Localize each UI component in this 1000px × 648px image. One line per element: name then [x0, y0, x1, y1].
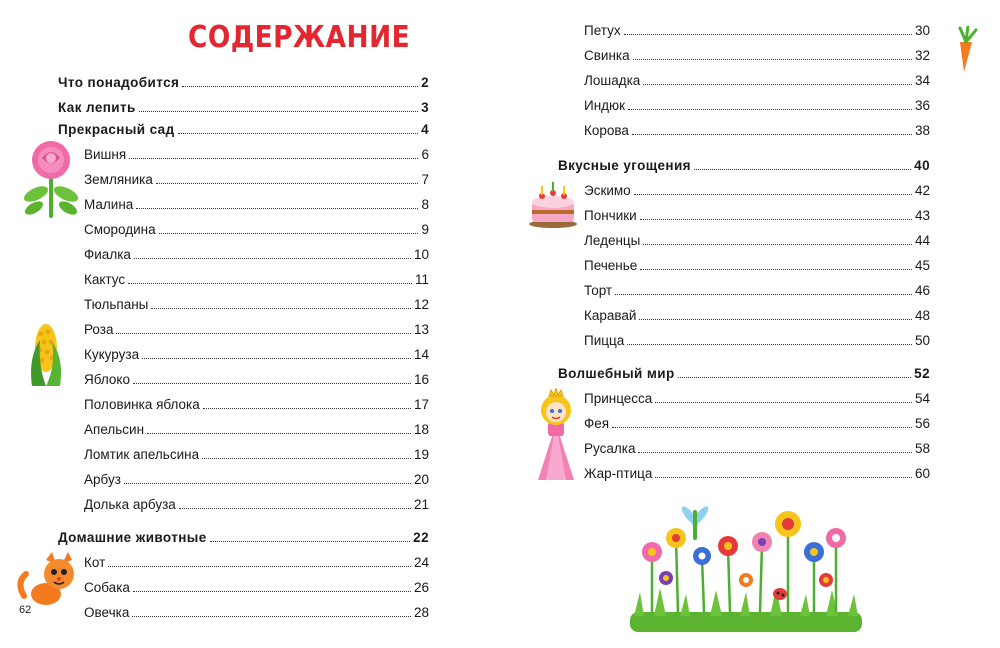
- flower-meadow-icon: [630, 496, 862, 636]
- toc-entry: [58, 469, 429, 491]
- toc-entry-title: Овечка: [84, 605, 130, 620]
- toc-entry-title: Апельсин: [84, 422, 145, 437]
- toc-entry: [558, 463, 930, 485]
- toc-section-entry: [558, 155, 930, 177]
- toc-entry-title: Арбуз: [84, 472, 121, 487]
- dot-leader: [132, 602, 411, 617]
- dot-leader: [643, 230, 912, 245]
- dot-leader: [615, 280, 912, 295]
- toc-entry: [558, 305, 930, 327]
- toc-page-number: 52: [914, 366, 930, 381]
- dot-leader: [678, 363, 912, 378]
- dot-leader: [655, 463, 912, 478]
- toc-entry-title: Яблоко: [84, 372, 130, 387]
- dot-leader: [147, 419, 411, 434]
- toc-entry: [58, 444, 429, 466]
- toc-entry: [58, 419, 429, 441]
- toc-entry-title: Собака: [84, 580, 130, 595]
- dot-leader: [133, 369, 411, 384]
- toc-entry: [558, 388, 930, 410]
- toc-entry-title: Пончики: [584, 208, 637, 223]
- toc-entry: [58, 269, 429, 291]
- toc-entry-title: Земляника: [84, 172, 153, 187]
- dot-leader: [133, 577, 411, 592]
- toc-page-number: 43: [914, 208, 930, 223]
- toc-entry: [58, 344, 429, 366]
- toc-page-number: 40: [914, 158, 930, 173]
- dot-leader: [612, 413, 912, 428]
- dot-leader: [639, 305, 912, 320]
- toc-page-number: 12: [413, 297, 429, 312]
- toc-entry-title: Индюк: [584, 98, 626, 113]
- toc-entry-title: Лошадка: [584, 73, 641, 88]
- dot-leader: [124, 469, 411, 484]
- toc-page-number: 28: [413, 605, 429, 620]
- toc-page-number: 9: [421, 222, 429, 237]
- dot-leader: [203, 394, 411, 409]
- toc-page-number: 11: [414, 272, 429, 287]
- toc-entry: [58, 169, 429, 191]
- toc-entry-title: Прекрасный сад: [58, 122, 175, 137]
- toc-entry-title: Что понадобится: [58, 75, 180, 90]
- toc-entry-title: Фиалка: [84, 247, 131, 262]
- toc-page-number: 8: [421, 197, 429, 212]
- toc-entry: [558, 180, 930, 202]
- toc-entry-title: Половинка яблока: [84, 397, 200, 412]
- rose-icon: [20, 138, 82, 220]
- dot-leader: [134, 244, 411, 259]
- toc-section-entry: [58, 527, 429, 549]
- dot-leader: [210, 527, 411, 542]
- toc-page-number: 14: [413, 347, 429, 362]
- toc-entry: [558, 280, 930, 302]
- toc-entry: [58, 394, 429, 416]
- toc-entry: [558, 255, 930, 277]
- toc-entry: [558, 95, 930, 117]
- toc-page-number: 10: [413, 247, 429, 262]
- carrot-icon: [950, 26, 982, 74]
- dot-leader: [627, 330, 912, 345]
- toc-page-number: 13: [413, 322, 429, 337]
- corn-icon: [26, 322, 66, 388]
- toc-page-number: 20: [413, 472, 429, 487]
- dot-leader: [624, 20, 912, 35]
- toc-page-number: 45: [914, 258, 930, 273]
- toc-entry: [58, 219, 429, 241]
- toc-entry: [58, 369, 429, 391]
- dot-leader: [633, 45, 912, 60]
- dot-leader: [640, 205, 912, 220]
- toc-entry-title: Ломтик апельсина: [84, 447, 200, 462]
- toc-page-number: 19: [413, 447, 429, 462]
- toc-page-number: 3: [421, 100, 429, 115]
- cat-icon: [16, 552, 78, 606]
- toc-entry: [58, 602, 429, 624]
- page-number: 62: [19, 604, 32, 616]
- toc-page-number: 21: [413, 497, 429, 512]
- toc-page-number: 26: [413, 580, 429, 595]
- dot-leader: [179, 494, 411, 509]
- toc-page-number: 30: [914, 23, 930, 38]
- toc-entry-title: Кактус: [84, 272, 126, 287]
- dot-leader: [159, 219, 419, 234]
- toc-entry: [558, 330, 930, 352]
- toc-page-number: 17: [413, 397, 429, 412]
- dot-leader: [129, 144, 418, 159]
- toc-entry: [558, 120, 930, 142]
- toc-entry: [558, 413, 930, 435]
- dot-leader: [632, 120, 912, 135]
- cake-icon: [528, 180, 578, 228]
- dot-leader: [640, 255, 912, 270]
- toc-page-number: 22: [413, 530, 429, 545]
- toc-section-entry: [558, 363, 930, 385]
- toc-entry: [558, 205, 930, 227]
- toc-page-number: 44: [914, 233, 930, 248]
- toc-entry-title: Свинка: [584, 48, 630, 63]
- dot-leader: [128, 269, 412, 284]
- toc-page-number: 7: [421, 172, 429, 187]
- dot-leader: [634, 180, 912, 195]
- toc-page-number: 60: [914, 466, 930, 481]
- toc-entry: [558, 438, 930, 460]
- toc-entry: [558, 70, 930, 92]
- toc-entry-title: Вкусные угощения: [558, 158, 691, 173]
- dot-leader: [139, 97, 418, 112]
- toc-entry: [58, 144, 429, 166]
- dot-leader: [638, 438, 912, 453]
- toc-section-entry: [58, 119, 429, 141]
- toc-entry-title: Пицца: [584, 333, 625, 348]
- toc-entry: [58, 319, 429, 341]
- toc-entry: [58, 577, 429, 599]
- toc-entry-title: Печенье: [584, 258, 638, 273]
- toc-entry-title: Леденцы: [584, 233, 641, 248]
- toc-entry-title: Русалка: [584, 441, 636, 456]
- toc-entry: [58, 552, 429, 574]
- toc-page-number: 16: [413, 372, 429, 387]
- dot-leader: [156, 169, 419, 184]
- toc-entry-title: Принцесса: [584, 391, 653, 406]
- toc-entry-title: Смородина: [84, 222, 156, 237]
- toc-entry-title: Жар-птица: [584, 466, 653, 481]
- toc-page-number: 36: [914, 98, 930, 113]
- dot-leader: [178, 119, 419, 134]
- dot-leader: [694, 155, 911, 170]
- toc-page-number: 56: [914, 416, 930, 431]
- toc-entry-title: Корова: [584, 123, 629, 138]
- toc-page-number: 42: [914, 183, 930, 198]
- toc-page-number: 50: [914, 333, 930, 348]
- toc-page-number: 34: [914, 73, 930, 88]
- toc-entry-title: Кот: [84, 555, 106, 570]
- toc-page-number: 4: [421, 122, 429, 137]
- toc-page-number: 32: [914, 48, 930, 63]
- toc-page-number: 58: [914, 441, 930, 456]
- toc-section-entry: [58, 97, 429, 119]
- toc-entry: [58, 194, 429, 216]
- toc-page-number: 6: [421, 147, 429, 162]
- toc-entry-title: Эскимо: [584, 183, 631, 198]
- princess-icon: [530, 388, 582, 484]
- toc-entry: [58, 294, 429, 316]
- dot-leader: [116, 319, 411, 334]
- toc-page-number: 18: [413, 422, 429, 437]
- toc-entry: [58, 244, 429, 266]
- dot-leader: [628, 95, 912, 110]
- toc-entry-title: Тюльпаны: [84, 297, 149, 312]
- toc-entry: [58, 494, 429, 516]
- toc-entry: [558, 20, 930, 42]
- toc-entry-title: Волшебный мир: [558, 366, 675, 381]
- toc-entry-title: Как лепить: [58, 100, 136, 115]
- dot-leader: [655, 388, 912, 403]
- toc-entry-title: Петух: [584, 23, 621, 38]
- toc-page-number: 54: [914, 391, 930, 406]
- toc-entry-title: Фея: [584, 416, 610, 431]
- toc-page-number: 38: [914, 123, 930, 138]
- toc-entry-title: Торт: [584, 283, 613, 298]
- toc-page-number: 46: [914, 283, 930, 298]
- toc-section-entry: [58, 72, 429, 94]
- toc-page-number: 48: [914, 308, 930, 323]
- dot-leader: [151, 294, 411, 309]
- dot-leader: [136, 194, 418, 209]
- toc-page-number: 2: [421, 75, 429, 90]
- toc-entry: [558, 45, 930, 67]
- toc-entry-title: Малина: [84, 197, 134, 212]
- toc-entry-title: Домашние животные: [58, 530, 207, 545]
- dot-leader: [182, 72, 418, 87]
- toc-entry-title: Вишня: [84, 147, 127, 162]
- dot-leader: [142, 344, 411, 359]
- toc-entry-title: Роза: [84, 322, 114, 337]
- toc-page-number: 24: [413, 555, 429, 570]
- toc-entry-title: Кукуруза: [84, 347, 140, 362]
- dot-leader: [202, 444, 411, 459]
- toc-entry-title: Долька арбуза: [84, 497, 176, 512]
- dot-leader: [108, 552, 411, 567]
- page-title: СОДЕРЖАНИЕ: [188, 20, 411, 55]
- toc-entry-title: Каравай: [584, 308, 637, 323]
- toc-entry: [558, 230, 930, 252]
- dot-leader: [643, 70, 912, 85]
